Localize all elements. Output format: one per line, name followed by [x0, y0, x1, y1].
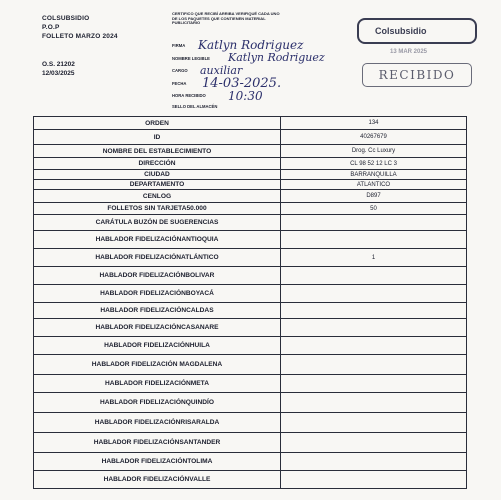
row-label: DIRECCIÓN: [34, 158, 281, 170]
table-row: [34, 433, 467, 453]
received-stamp-text: RECIBIDO: [378, 68, 456, 82]
table-row: [34, 145, 467, 158]
row-label: FOLLETOS SIN TARJETA50.000: [34, 203, 281, 215]
row-label: HABLADOR FIDELIZACIÓNTOLIMA: [34, 453, 281, 471]
table-row: [34, 249, 467, 267]
row-value: [281, 267, 467, 285]
row-value: [281, 453, 467, 471]
handwritten-signature: Katlyn Rodriguez: [198, 38, 304, 52]
row-label: ID: [34, 130, 281, 145]
table-row: [34, 355, 467, 375]
table-row: [34, 180, 467, 190]
row-label: HABLADOR FIDELIZACIÓNBOYACÁ: [34, 285, 281, 303]
row-value: [281, 231, 467, 249]
campaign-type: P.O.P: [42, 24, 60, 31]
row-value: Drog. Cc Luxury: [281, 145, 467, 158]
row-value: 1: [281, 249, 467, 267]
time-received-label: HORA RECIBIDO: [172, 93, 206, 98]
handwritten-role: auxiliar: [200, 64, 243, 77]
row-value: [281, 355, 467, 375]
handwritten-legible-name: Katlyn Rodriguez: [228, 51, 325, 64]
row-label: ORDEN: [34, 117, 281, 130]
row-value: 50: [281, 203, 467, 215]
table-row: [34, 158, 467, 170]
table-row: [34, 471, 467, 489]
handwritten-date: 14-03-2025.: [202, 76, 282, 91]
stamp-brand-text: Colsubsidio: [375, 26, 427, 36]
table-row: [34, 453, 467, 471]
row-value: [281, 393, 467, 413]
row-value: [281, 471, 467, 489]
row-label: HABLADOR FIDELIZACIÓNBOLIVAR: [34, 267, 281, 285]
row-label: HABLADOR FIDELIZACIÓNHUILA: [34, 337, 281, 355]
company-name: COLSUBSIDIO: [42, 15, 90, 22]
table-row: [34, 170, 467, 180]
row-value: [281, 215, 467, 231]
row-value: CL 98 52 12 LC 3: [281, 158, 467, 170]
table-row: [34, 267, 467, 285]
order-date: 12/03/2025: [42, 70, 75, 77]
row-value: D897: [281, 190, 467, 203]
brand-stamp: [357, 18, 477, 44]
row-label: HABLADOR FIDELIZACIÓN MAGDALENA: [34, 355, 281, 375]
signature-label: FIRMA: [172, 43, 186, 48]
table-row: [34, 337, 467, 355]
certification-text: CERTIFICO QUE RECIBÍ ARRIBA VERIFIQUÉ CADA UNO DE LOS PAQUETES QUE CONTIENEN MATERIAL PUBLICITARIO: [172, 11, 280, 26]
row-label: NOMBRE DEL ESTABLECIMIENTO: [34, 145, 281, 158]
row-label: HABLADOR FIDELIZACIÓNANTIOQUIA: [34, 231, 281, 249]
order-info: [42, 60, 75, 78]
row-value: [281, 319, 467, 337]
table-row: [34, 393, 467, 413]
table-row: [34, 231, 467, 249]
table-row: [34, 117, 467, 130]
campaign-name: FOLLETO MARZO 2024: [42, 33, 118, 40]
row-label: HABLADOR FIDELIZACIÓNQUINDÍO: [34, 393, 281, 413]
campaign-header: [42, 14, 118, 41]
table-row: [34, 203, 467, 215]
row-value: [281, 433, 467, 453]
row-label: HABLADOR FIDELIZACIÓNCASANARE: [34, 319, 281, 337]
store-seal-label: SELLO DEL ALMACÉN: [172, 104, 218, 109]
order-number: O.S. 21202: [42, 61, 75, 68]
row-value: 40267679: [281, 130, 467, 145]
table-row: [34, 413, 467, 433]
received-stamp: [362, 63, 472, 87]
table-row: [34, 215, 467, 231]
row-label: CENLOG: [34, 190, 281, 203]
row-value: [281, 337, 467, 355]
row-value: 134: [281, 117, 467, 130]
row-label: HABLADOR FIDELIZACIÓNRISARALDA: [34, 413, 281, 433]
handwritten-time: 10:30: [228, 89, 263, 103]
row-label: CIUDAD: [34, 170, 281, 180]
date-label: FECHA: [172, 81, 187, 86]
row-value: BARRANQUILLA: [281, 170, 467, 180]
row-label: DEPARTAMENTO: [34, 180, 281, 190]
row-label: HABLADOR FIDELIZACIÓNATLÁNTICO: [34, 249, 281, 267]
row-label: HABLADOR FIDELIZACIÓNMETA: [34, 375, 281, 393]
table-row: [34, 303, 467, 319]
table-row: [34, 130, 467, 145]
row-value: [281, 375, 467, 393]
legible-name-label: NOMBRE LEGIBLE: [172, 56, 210, 61]
table-row: [34, 375, 467, 393]
row-value: [281, 285, 467, 303]
row-label: CARÁTULA BUZÓN DE SUGERENCIAS: [34, 215, 281, 231]
row-label: HABLADOR FIDELIZACIÓNVALLE: [34, 471, 281, 489]
row-value: [281, 413, 467, 433]
table-row: [34, 319, 467, 337]
stamp-date-faded: 13 MAR 2025: [390, 49, 428, 55]
table-row: [34, 285, 467, 303]
role-label: CARGO: [172, 68, 188, 73]
delivery-table: [33, 116, 467, 489]
row-label: HABLADOR FIDELIZACIÓNSANTANDER: [34, 433, 281, 453]
row-value: ATLANTICO: [281, 180, 467, 190]
row-label: HABLADOR FIDELIZACIÓNCALDAS: [34, 303, 281, 319]
row-value: [281, 303, 467, 319]
table-row: [34, 190, 467, 203]
